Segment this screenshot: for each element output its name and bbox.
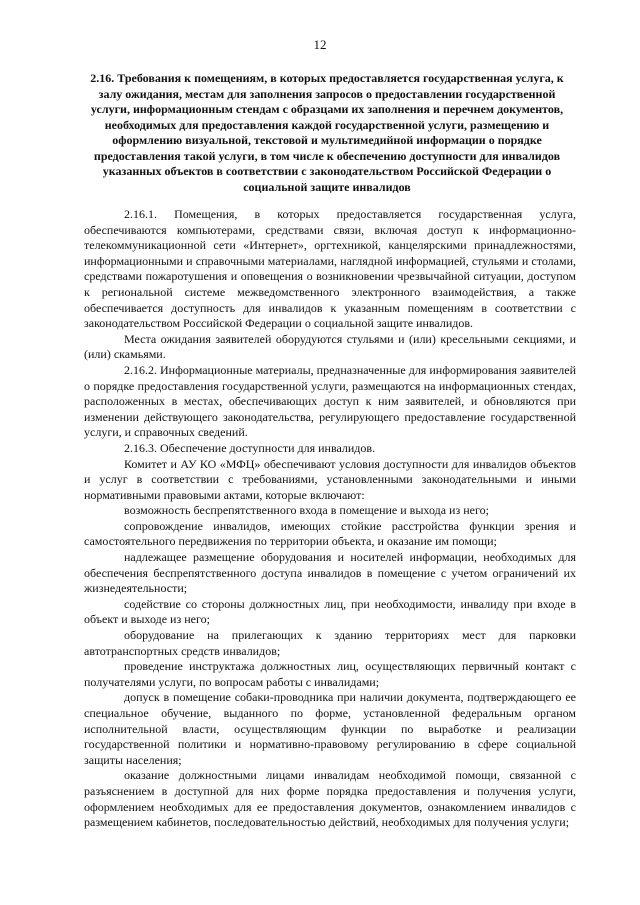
- paragraph: 2.16.3. Обеспечение доступности для инвалидов.: [124, 440, 376, 455]
- page-number: 12: [313, 37, 327, 52]
- section-body: [84, 207, 576, 831]
- paragraph: Места ожидания заявителей оборудуются стульями и (или) кресельными секциями, и (или) скамьями.: [84, 331, 576, 362]
- paragraph: 2.16.1. Помещения, в которых предоставляется государственная услуга, обеспечиваются компьютерами, средствами связи, включая доступ к информационно-телекоммуникационной сети «Интернет», оргтехникой, канцелярскими принадлежностями, информационными и справочными материалами, наглядной информацией, стульями и столами, средствами пожаротушения и оповещения о возникновении чрезвычайной ситуации, доступом к региональной системе межведомственного электронного взаимодействия, а также обеспечивается доступность для инвалидов к указанным помещениям в соответствии с законодательством Российской Федерации о социальной защите инвалидов.: [84, 207, 576, 331]
- paragraph: возможность беспрепятственного входа в помещение и выхода из него;: [124, 503, 489, 518]
- paragraph: оборудование на прилегающих к зданию территориях мест для парковки автотранспортных средств инвалидов;: [84, 628, 576, 658]
- paragraph: 2.16.2. Информационные материалы, предназначенные для информирования заявителей о порядке предоставления государственной услуги, размещаются на информационных стендах, расположенных в местах, обеспечивающих доступ к ним заявителей, и обновляются при изменении действующего законодательства, регулирующего предоставление государственной услуги, и справочных сведений.: [84, 362, 576, 440]
- paragraph: надлежащее размещение оборудования и носителей информации, необходимых для обеспечения беспрепятственного доступа инвалидов в помещение с учетом ограничений их жизнедеятельности;: [84, 550, 576, 596]
- paragraph: проведение инструктажа должностных лиц, осуществляющих первичный контакт с получателями услуги, по вопросам работы с инвалидами;: [84, 659, 576, 689]
- paragraph: Комитет и АУ КО «МФЦ» обеспечивают условия доступности для инвалидов объектов и услуг в соответствии с требованиями, установленными законодательными и иными нормативными правовыми актами, которые включают:: [84, 456, 576, 502]
- paragraph: содействие со стороны должностных лиц, при необходимости, инвалиду при входе в объект и выходе из него;: [84, 596, 576, 627]
- paragraph: сопровождение инвалидов, имеющих стойкие расстройства функции зрения и самостоятельного передвижения по территории объекта, и оказание им помощи;: [84, 518, 576, 549]
- section-heading: 2.16. Требования к помещениям, в которых предоставляется государственная услуга, к залу ожидания, местам для заполнения запросов о предоставлении государственной услуги, информационным стендам с образцами их заполнения и перечнем документов, необходимых для предоставления каждой государственной услуги, размещению и оформлению визуальной, текстовой и мультимедийной информации о порядке предоставления такой услуги, в том числе к обеспечению доступности для инвалидов указанных объектов в соответствии с законодательством Российской Федерации о социальной защите инвалидов: [90, 71, 564, 194]
- paragraph: оказание должностными лицами инвалидам необходимой помощи, связанной с разъяснением в доступной для них форме порядка предоставления и получения услуги, оформлением необходимых для ее предоставления документов, ознакомлением инвалидов с размещением кабинетов, последовательностью действий, необходимых для получения услуги;: [84, 768, 576, 830]
- paragraph: допуск в помещение собаки-проводника при наличии документа, подтверждающего ее специальное обучение, выданного по форме, установленной федеральным органом исполнительной власти, осуществляющим функции по выработке и реализации государственной политики и нормативно-правовому регулированию в сфере социальной защиты населения;: [84, 690, 576, 767]
